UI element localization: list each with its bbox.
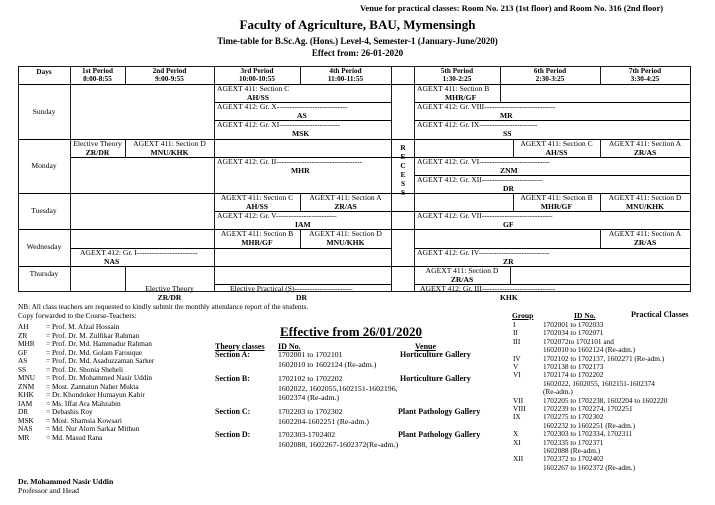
monday-p5-gr-xii <box>417 176 543 193</box>
teacher-name: = Prof. Dr. Mohammed Nasir Uddin <box>46 373 153 382</box>
teacher-abbr: ZR <box>18 330 28 340</box>
teacher-name: = Debashis Roy <box>46 407 93 416</box>
practical-ids: 1702034 to 1702071 <box>543 328 604 338</box>
slot-course: AGEXT 411: Section A <box>608 139 682 148</box>
period-7-label: 7th Period <box>628 67 662 75</box>
slot-teachers: MR <box>500 110 513 120</box>
practical-id-header: ID No. <box>574 311 596 320</box>
theory-classes-header: Theory classes <box>215 342 265 351</box>
slot-teachers: MSK <box>292 128 310 138</box>
period-4-label: 4th Period <box>329 67 362 75</box>
signatory-name: Dr. Mohammed Nasir Uddin <box>18 477 114 486</box>
teacher-abbr: MR <box>18 432 30 442</box>
slot-course: AGEXT 412: Gr. III----------------------------- <box>420 284 556 293</box>
sunday-p3-gr-x <box>217 103 348 120</box>
slot-teachers: MHR <box>291 165 310 175</box>
timetable-title: Time-table for B.Sc.Ag. (Hons.) Level-4, Semester-1 (January-June/2020) <box>217 36 498 46</box>
theory-section-label: Section C: <box>215 407 251 416</box>
slot-course: AGEXT 411: Section B <box>220 229 294 238</box>
day-wednesday: Wednesday <box>26 242 62 251</box>
period-3-time: 10:00-10:55 <box>239 75 275 83</box>
slot-teachers: ZR/DR <box>157 292 182 302</box>
period-5-label: 5th Period <box>440 67 474 75</box>
header-period-5 <box>414 67 500 83</box>
slot-course: AGEXT 412: Gr. XII------------------------ <box>417 175 543 184</box>
venue-note: Venue for practical classes: Room No. 213 (1st floor) and Room No. 316 (2nd floor) <box>360 3 664 13</box>
slot-teachers: ZR <box>503 256 514 266</box>
teacher-name: = Prof. M. Afzal Hossain <box>46 322 120 331</box>
slot-teachers: KHK <box>500 292 518 302</box>
teacher-name: = Prof. Dr. M. Zulfikar Rahman <box>46 330 140 340</box>
sunday-p5-gr-viii <box>417 103 555 120</box>
period-2-time: 9:00-9:55 <box>155 75 184 83</box>
day-monday: Monday <box>31 161 57 170</box>
monday-p5-gr-vi <box>417 158 550 175</box>
slot-teachers: MHR/GF <box>241 237 273 247</box>
theory-section-ids: 1602374 (Re-adm.) <box>278 393 340 402</box>
theory-section-ids: 1602010 to 1602124 (Re-adm.) <box>278 359 377 369</box>
tuesday-p3-section-c <box>214 194 300 211</box>
teacher-abbr: MNU <box>18 373 36 382</box>
theory-section-label: Section D: <box>215 430 251 439</box>
slot-course: Elective Theory <box>145 284 194 293</box>
tuesday-p3-gr-v <box>217 212 337 229</box>
practical-group-header: Group <box>512 311 534 320</box>
slot-teachers: MHR/GF <box>445 92 477 102</box>
practical-group: IV <box>513 353 521 363</box>
practical-group: V <box>513 362 519 371</box>
practical-group: VIII <box>513 404 526 413</box>
teacher-name: = Dr. Khondoker Humayun Kabir <box>46 390 145 399</box>
wednesday-p3-section-b <box>214 230 300 247</box>
thursday-p2-elective <box>125 285 214 302</box>
slot-course: AGEXT 412: Gr. I------------------------ <box>80 248 198 257</box>
slot-teachers: ZR/DR <box>85 147 110 157</box>
period-3-label: 3rd Period <box>240 67 274 75</box>
day-tuesday: Tuesday <box>31 206 57 215</box>
teacher-name: = Md. Masud Rana <box>46 432 103 442</box>
slot-course: AGEXT 411: Section D <box>608 193 682 202</box>
slot-teachers: GF <box>503 219 514 229</box>
teacher-abbr: NAS <box>18 424 33 433</box>
sunday-p5-gr-ix <box>417 121 537 138</box>
teacher-name: = Prof. Dr. Md. Hammadur Rahman <box>46 339 152 348</box>
slot-teachers: AH/SS <box>545 147 568 157</box>
slot-teachers: ZNM <box>500 165 518 175</box>
faculty-title: Faculty of Agriculture, BAU, Mymensingh <box>239 17 476 32</box>
header-period-1 <box>70 67 125 83</box>
thursday-p5-gr-iii <box>420 285 555 302</box>
teacher-abbr: KHK <box>18 390 34 399</box>
recess-label: R E C E S S <box>400 143 406 197</box>
monday-p6-section-c <box>513 140 600 157</box>
period-4-time: 11:00-11:55 <box>327 75 364 83</box>
period-2-label: 2nd Period <box>152 67 187 75</box>
copy-forwarded: Copy forwarded to the Course-Teachers: <box>18 311 137 320</box>
monday-p1-elective <box>70 140 125 157</box>
teacher-abbr: MHR <box>18 339 35 348</box>
slot-course: AGEXT 411: Section B <box>520 193 593 202</box>
slot-course: AGEXT 411: Section D <box>425 266 499 275</box>
theory-section-label: Section B: <box>215 374 250 383</box>
wednesday-p5-gr-iv <box>417 249 549 266</box>
thursday-p3-elective-practical <box>230 285 353 302</box>
teacher-name: = Prof. Dr. Md. Golam Farouque <box>46 347 143 357</box>
slot-course: AGEXT 411: Section C <box>520 139 593 148</box>
sunday-p3-section-c <box>217 85 289 102</box>
slot-teachers: AS <box>297 110 307 120</box>
practical-group: II <box>513 328 518 338</box>
thursday-p5-section-d <box>414 267 510 284</box>
theory-section-ids: 1702001 to 1702101 <box>278 350 343 359</box>
practical-ids: 1702275 to 1702302 <box>543 412 604 422</box>
teacher-abbr: IAM <box>18 398 33 408</box>
practical-ids: 1602010 to 1602124 (Re-adm.) <box>543 345 636 355</box>
header-period-4 <box>300 67 391 83</box>
period-5-time: 1:30-2:25 <box>442 75 472 83</box>
slot-teachers: AH/SS <box>246 201 268 211</box>
period-1-time: 8:00-8:55 <box>83 75 112 83</box>
monday-p3-gr-ii <box>217 158 362 175</box>
teacher-abbr: ZNM <box>18 381 35 391</box>
header-period-3 <box>214 67 300 83</box>
wednesday-p1-gr-i <box>80 249 198 266</box>
practical-ids: 1702335 to 1702371 <box>543 437 604 447</box>
practical-ids: 1702138 to 1702173 <box>543 362 604 371</box>
slot-course: AGEXT 412: Gr. II---------------------------------- <box>217 157 363 166</box>
slot-course: Elective Theory <box>73 139 122 148</box>
practical-ids: 1702372 to 1702402 <box>543 454 604 464</box>
day-thursday: Thursday <box>29 269 59 278</box>
slot-teachers: ZR/AS <box>633 237 657 247</box>
teacher-name: = Ms. Iffat Ara Mahzabin <box>46 398 121 408</box>
nb-note: NB: All class teachers are requested to kindly submit the monthly attendance report of the students. <box>18 302 309 311</box>
slot-teachers: DR <box>503 183 514 193</box>
practical-ids: 1602088 (Re-adm.) <box>543 446 601 455</box>
slot-teachers: MNU/KHK <box>326 237 365 247</box>
practical-ids: 1702001 to 1702033 <box>543 320 604 329</box>
teacher-abbr: AH <box>18 322 29 331</box>
teacher-abbr: DR <box>18 407 29 416</box>
header-period-2 <box>125 67 214 83</box>
signatory-title: Professor and Head <box>18 486 80 495</box>
header-days: Days <box>36 68 52 76</box>
theory-section-ids: 1602022, 1602055,1602151-1602196, <box>278 383 398 393</box>
theory-section-ids: 1602088, 1602267-1602372(Re-adm.) <box>278 439 399 449</box>
theory-section-label: Section A: <box>215 350 250 359</box>
slot-course: AGEXT 412: Gr. XI------------------------ <box>217 120 340 129</box>
practical-group: III <box>513 336 521 346</box>
slot-course: AGEXT 412: Gr. VIII---------------------------- <box>417 102 556 111</box>
theory-venue-header: Venue <box>415 342 437 351</box>
theory-section-venue: Plant Pathology Gallery <box>398 407 481 416</box>
tuesday-p7-section-d <box>600 194 690 211</box>
practical-group: I <box>513 320 516 329</box>
practical-ids: (Re-adm.) <box>543 387 573 397</box>
theory-section-venue: Plant Pathology Gallery <box>398 430 481 439</box>
practical-ids: 1702205 to 1702238, 1602204 to 1602220 <box>543 395 668 405</box>
slot-course: AGEXT 412: Gr. VI---------------------------- <box>417 157 550 166</box>
slot-course: AGEXT 411: Section B <box>417 84 490 93</box>
slot-teachers: MHR/GF <box>540 201 573 211</box>
teacher-abbr: GF <box>18 347 28 357</box>
tuesday-p5-gr-vii <box>417 212 553 229</box>
period-6-label: 6th Period <box>533 67 567 75</box>
effective-heading: Effective from 26/01/2020 <box>280 324 422 339</box>
teacher-abbr: MSK <box>18 415 34 425</box>
practical-ids: 1702174 to 1702202 <box>543 370 604 380</box>
slot-course: AGEXT 412: Gr. V------------------------ <box>217 211 337 220</box>
teacher-name: = Most. Shamsia Kowsari <box>46 415 122 425</box>
slot-course: Elective Practical (S)----------------------- <box>230 284 353 293</box>
slot-course: AGEXT 411: Section A <box>608 229 682 238</box>
slot-teachers: AH/SS <box>247 92 269 102</box>
teacher-name: = Prof. Dr. Shonia Sheheli <box>46 364 124 374</box>
practical-ids: 1702102 to 1702137, 1602271 (Re-adm.) <box>543 353 665 363</box>
tuesday-p6-section-b <box>513 194 600 211</box>
period-7-time: 3:30-4:25 <box>630 75 660 83</box>
teacher-name: = Md. Nur Alom Sarkar Mithun <box>46 424 140 433</box>
period-6-time: 2:30-3:25 <box>535 75 565 83</box>
slot-teachers: MNU/KHK <box>626 201 664 211</box>
day-sunday: Sunday <box>32 107 56 116</box>
slot-course: AGEXT 411: Section C <box>220 193 294 202</box>
slot-teachers: MNU/KHK <box>150 147 189 157</box>
slot-course: AGEXT 412: Gr. VII---------------------------- <box>417 211 553 220</box>
theory-section-venue: Horticulture Gallery <box>400 350 471 359</box>
slot-course: AGEXT 412: Gr. IV---------------------------- <box>417 248 550 257</box>
monday-p7-section-a <box>600 140 690 157</box>
teacher-name: = Prof. Dr. Md. Asaduzzaman Sarker <box>46 356 155 365</box>
slot-course: AGEXT 411: Section D <box>133 139 206 148</box>
slot-teachers: IAM <box>295 219 311 229</box>
effect-date: Effect from: 26-01-2020 <box>311 48 404 58</box>
slot-teachers: ZR/AS <box>633 147 657 157</box>
slot-teachers: ZR/AS <box>334 201 357 211</box>
period-1-label: 1st Period <box>82 67 113 75</box>
practical-ids: 1602267 to 1602372 (Re-adm.) <box>543 462 636 472</box>
practical-group: X <box>513 429 519 439</box>
slot-course: AGEXT 411: Section A <box>309 193 382 202</box>
teacher-name: = Most. Zannatun Naher Mukta <box>46 381 139 391</box>
header-period-7 <box>600 67 690 83</box>
slot-course: AGEXT 411: Section D <box>309 229 382 238</box>
monday-p2-section-d <box>125 140 214 157</box>
tuesday-p4-section-a <box>300 194 391 211</box>
wednesday-p7-section-a <box>600 230 690 247</box>
practical-ids: 1702303 to 1702334, 1702311 <box>543 429 633 439</box>
slot-course: AGEXT 411: Section C <box>217 84 290 93</box>
slot-teachers: DR <box>296 292 307 302</box>
theory-section-venue: Horticulture Gallery <box>400 374 471 383</box>
theory-id-header: ID No. <box>278 342 301 351</box>
teacher-abbr: AS <box>18 356 28 365</box>
practical-ids: 1602022, 1602055, 1602151-1602374 <box>543 378 655 388</box>
practical-group: VI <box>513 370 521 380</box>
theory-section-ids: 1602204-1602251 (Re-adm.) <box>278 416 369 426</box>
slot-teachers: NAS <box>104 256 120 266</box>
slot-teachers: ZR/AS <box>450 274 474 284</box>
header-period-6 <box>500 67 600 83</box>
slot-course: AGEXT 412: Gr. X---------------------------- <box>217 102 348 111</box>
teacher-abbr: SS <box>18 364 27 374</box>
practical-ids: 1702239 to 1702274, 1702251 <box>543 404 633 413</box>
practical-title: Practical Classes <box>631 310 689 319</box>
practical-ids: 1702072to 1702101 and <box>543 336 614 346</box>
practical-group: XI <box>513 437 521 447</box>
practical-group: IX <box>513 412 521 422</box>
theory-section-ids: 1702303-1702402 <box>278 430 336 439</box>
sunday-p5-section-b <box>417 85 489 102</box>
practical-ids: 1602232 to 1602251 (Re-adm.) <box>543 420 636 430</box>
sunday-p3-gr-xi <box>217 121 340 138</box>
wednesday-p4-section-d <box>300 230 391 247</box>
slot-teachers: SS <box>503 128 512 138</box>
practical-group: VII <box>513 395 524 405</box>
theory-section-ids: 1702203 to 1702302 <box>278 407 343 416</box>
theory-section-ids: 1702102 to 1702202 <box>278 374 343 383</box>
practical-group: XII <box>513 454 524 464</box>
slot-course: AGEXT 412: Gr. IX----------------------- <box>417 120 538 129</box>
